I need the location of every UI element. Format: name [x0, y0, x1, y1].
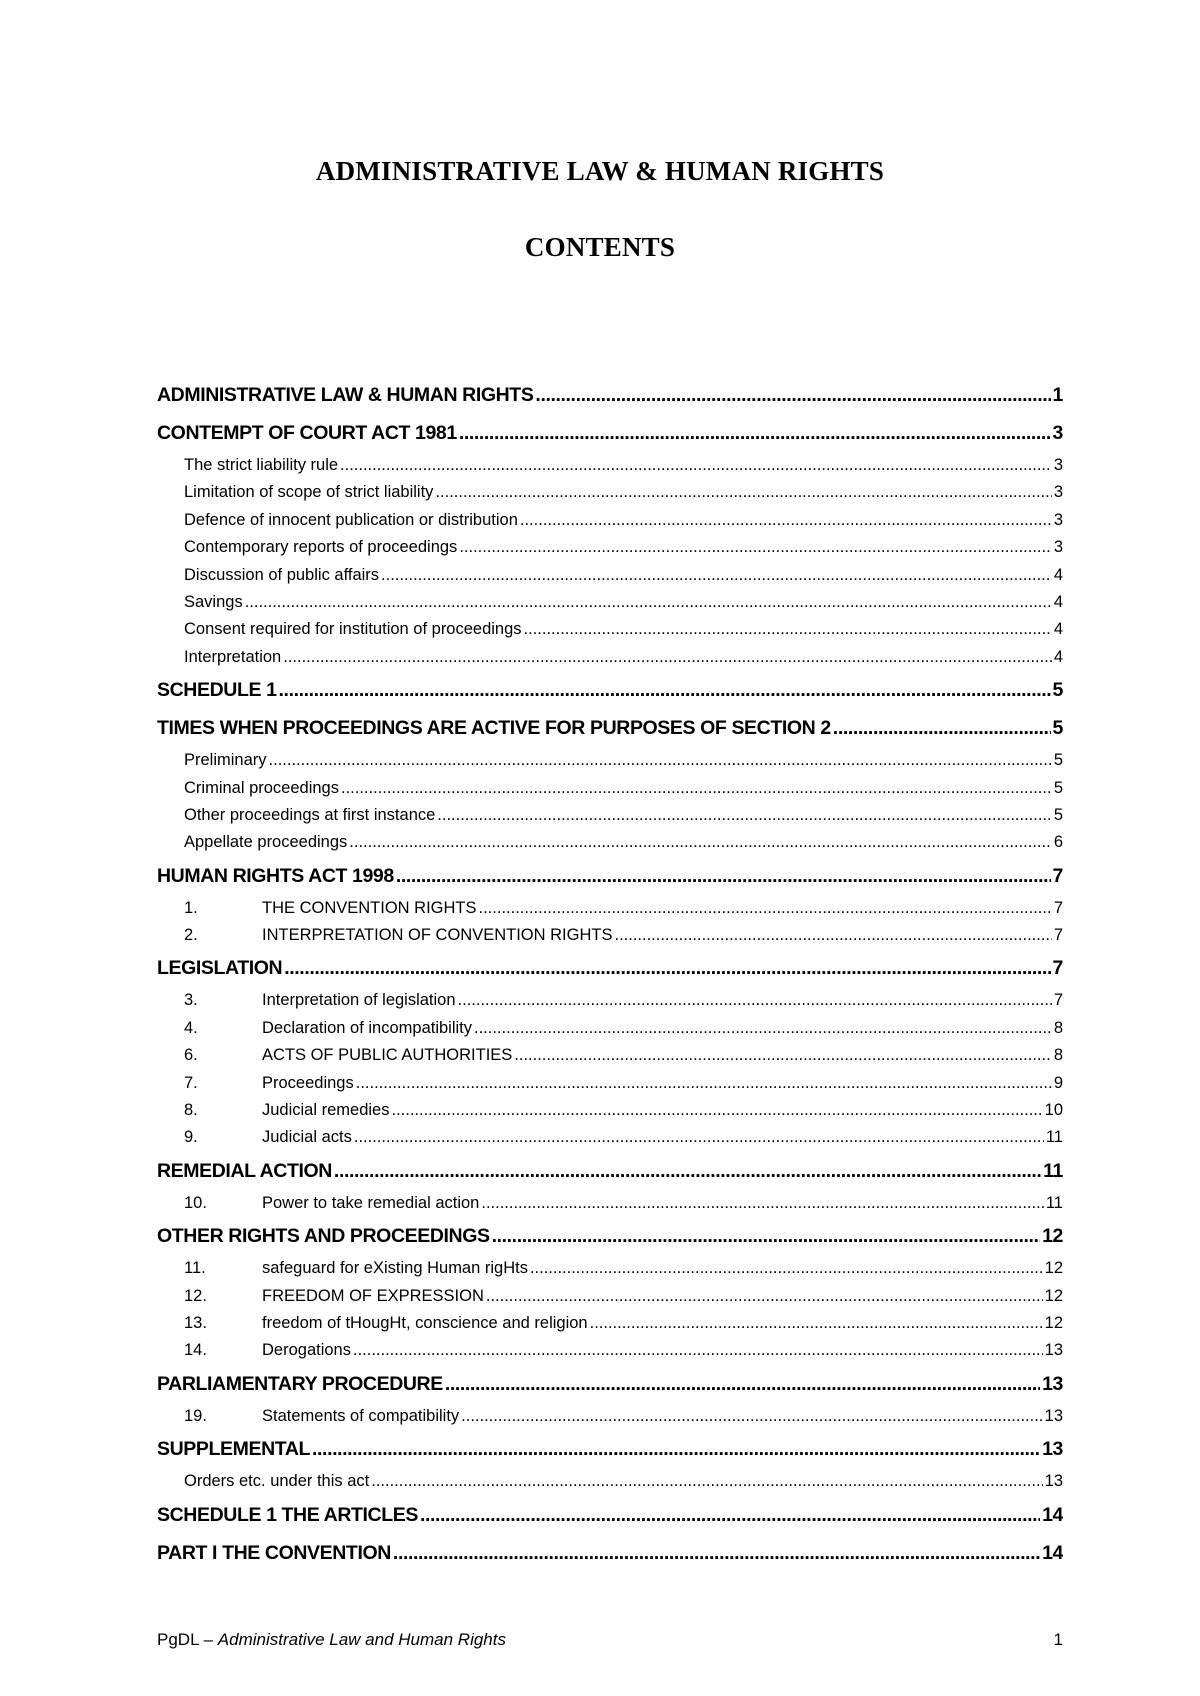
toc-entry-page: 4: [1053, 565, 1063, 584]
toc-entry[interactable]: [157, 644, 1063, 671]
toc-dot-leader: [458, 987, 1052, 1014]
toc-entry[interactable]: [157, 507, 1063, 534]
toc-dot-leader: [614, 922, 1051, 949]
toc-entry[interactable]: [157, 1124, 1063, 1151]
toc-entry[interactable]: [157, 857, 1063, 895]
toc-entry-page: 10: [1044, 1101, 1063, 1120]
toc-entry-title: Other proceedings at first instance: [184, 805, 436, 824]
toc-entry[interactable]: [157, 1217, 1063, 1255]
toc-entry-page: 5: [1052, 717, 1063, 740]
toc-entry-page: 4: [1053, 620, 1063, 639]
toc-entry[interactable]: [157, 747, 1063, 774]
toc-entry-title: Interpretation: [184, 647, 282, 666]
toc-entry-title: REMEDIAL ACTION: [157, 1159, 332, 1182]
toc-dot-leader: [353, 1337, 1043, 1364]
toc-entry[interactable]: [157, 1042, 1063, 1069]
toc-entry-page: 1: [1052, 384, 1063, 406]
toc-entry[interactable]: [157, 949, 1063, 987]
toc-dot-leader: [381, 562, 1052, 589]
document-title: ADMINISTRATIVE LAW & HUMAN RIGHTS: [315, 156, 885, 186]
toc-entry[interactable]: [157, 414, 1063, 452]
toc-entry-title: Discussion of public affairs: [184, 565, 380, 584]
toc-dot-leader: [437, 802, 1052, 829]
toc-dot-leader: [535, 376, 1050, 414]
toc-entry-number: 6.: [184, 1046, 198, 1065]
toc-dot-leader: [520, 507, 1052, 534]
toc-dot-leader: [459, 534, 1052, 561]
toc-entry-number: 19.: [184, 1406, 207, 1425]
toc-entry-page: 11: [1045, 1193, 1063, 1212]
toc-entry-page: 5: [1053, 751, 1063, 770]
toc-dot-leader: [371, 1468, 1042, 1495]
toc-entry[interactable]: [157, 671, 1063, 709]
toc-entry[interactable]: [157, 895, 1063, 922]
toc-dot-leader: [334, 1152, 1041, 1190]
toc-entry[interactable]: [157, 775, 1063, 802]
toc-entry-number: 9.: [184, 1128, 198, 1147]
toc-entry-page: 7: [1053, 898, 1063, 917]
toc-entry-page: 7: [1052, 864, 1063, 887]
toc-entry-page: 7: [1053, 991, 1063, 1010]
toc-entry-title: Preliminary: [184, 751, 267, 770]
toc-entry[interactable]: [157, 1534, 1063, 1572]
toc-entry-title: THE CONVENTION RIGHTS: [262, 898, 477, 917]
toc-entry-title: Defence of innocent publication or distribution: [184, 510, 518, 529]
toc-entry[interactable]: [157, 709, 1063, 747]
toc-entry[interactable]: [157, 829, 1063, 856]
toc-entry[interactable]: [157, 922, 1063, 949]
toc-dot-leader: [486, 1283, 1043, 1310]
toc-entry-page: 13: [1044, 1472, 1063, 1491]
toc-entry[interactable]: [157, 802, 1063, 829]
toc-entry-page: 3: [1053, 538, 1063, 557]
footer-prefix: PgDL –: [157, 1630, 218, 1649]
toc-dot-leader: [283, 644, 1052, 671]
toc-dot-leader: [284, 949, 1050, 987]
toc-entry-page: 12: [1044, 1313, 1063, 1332]
toc-entry-page: 4: [1053, 592, 1063, 611]
toc-entry[interactable]: [157, 616, 1063, 643]
toc-entry-page: 9: [1053, 1073, 1063, 1092]
toc-entry-page: 5: [1053, 778, 1063, 797]
toc-entry-title: The strict liability rule: [184, 456, 339, 474]
contents-heading: CONTENTS: [524, 232, 676, 262]
toc-entry[interactable]: [157, 562, 1063, 589]
toc-entry-title: FREEDOM OF EXPRESSION: [262, 1286, 484, 1305]
toc-entry-title: ACTS OF PUBLIC AUTHORITIES: [262, 1046, 513, 1065]
page-footer: [157, 1630, 1063, 1650]
toc-entry[interactable]: [157, 987, 1063, 1014]
toc-entry-title: Statements of compatibility: [262, 1406, 460, 1425]
toc-entry-number: 2.: [184, 926, 198, 945]
toc-entry-title: SCHEDULE 1 THE ARTICLES: [157, 1503, 418, 1526]
toc-entry-title: OTHER RIGHTS AND PROCEEDINGS: [157, 1225, 490, 1248]
toc-entry-page: 12: [1044, 1286, 1063, 1305]
toc-entry-title: Judicial remedies: [262, 1101, 390, 1120]
toc-dot-leader: [530, 1255, 1043, 1282]
toc-entry-page: 13: [1042, 1372, 1063, 1395]
toc-entry-title: Orders etc. under this act: [184, 1472, 370, 1491]
toc-entry[interactable]: [157, 1152, 1063, 1190]
toc-dot-leader: [590, 1310, 1043, 1337]
toc-entry-page: 13: [1044, 1406, 1063, 1425]
table-of-contents: [157, 376, 1063, 1572]
toc-entry-page: 8: [1053, 1046, 1063, 1065]
toc-dot-leader: [481, 1190, 1043, 1217]
toc-dot-leader: [312, 1430, 1040, 1468]
toc-dot-leader: [445, 1365, 1040, 1403]
toc-entry-page: 4: [1053, 647, 1063, 666]
toc-dot-leader: [245, 589, 1052, 616]
toc-entry-title: ADMINISTRATIVE LAW & HUMAN RIGHTS: [157, 384, 534, 406]
toc-entry[interactable]: [157, 452, 1063, 479]
toc-entry-title: Proceedings: [262, 1073, 354, 1092]
toc-entry-page: 3: [1053, 510, 1063, 529]
toc-entry-page: 7: [1052, 957, 1063, 980]
toc-entry-title: CONTEMPT OF COURT ACT 1981: [157, 422, 457, 444]
toc-entry-title: Appellate proceedings: [184, 833, 348, 852]
toc-dot-leader: [524, 616, 1052, 643]
toc-entry-number: 14.: [184, 1341, 207, 1360]
toc-entry-number: 4.: [184, 1018, 198, 1037]
toc-entry[interactable]: [157, 1097, 1063, 1124]
toc-dot-leader: [833, 709, 1051, 747]
toc-entry-title: TIMES WHEN PROCEEDINGS ARE ACTIVE FOR PURPOSES OF SECTION 2: [157, 717, 831, 740]
toc-entry-title: SUPPLEMENTAL: [157, 1438, 311, 1461]
toc-dot-leader: [391, 1097, 1042, 1124]
footer-page-number: 1: [1053, 1630, 1063, 1649]
toc-entry-number: 13.: [184, 1313, 207, 1332]
toc-dot-leader: [349, 829, 1052, 856]
toc-entry[interactable]: [157, 479, 1063, 506]
toc-entry[interactable]: [157, 1430, 1063, 1468]
toc-entry-page: 3: [1053, 456, 1063, 474]
toc-dot-leader: [356, 1070, 1052, 1097]
toc-entry-page: 11: [1043, 1159, 1063, 1182]
toc-entry-number: 3.: [184, 991, 198, 1010]
toc-entry-number: 11.: [184, 1259, 206, 1278]
toc-entry[interactable]: [157, 1283, 1063, 1310]
toc-dot-leader: [492, 1217, 1041, 1255]
toc-dot-leader: [474, 1015, 1052, 1042]
toc-entry-number: 1.: [184, 898, 198, 917]
toc-entry-title: Contemporary reports of proceedings: [184, 538, 458, 557]
toc-entry[interactable]: [157, 1365, 1063, 1403]
toc-entry[interactable]: [157, 1255, 1063, 1282]
toc-entry-title: INTERPRETATION OF CONVENTION RIGHTS: [262, 926, 613, 945]
toc-entry-title: HUMAN RIGHTS ACT 1998: [157, 864, 394, 887]
toc-entry-title: SCHEDULE 1: [157, 679, 277, 702]
toc-entry[interactable]: [157, 1070, 1063, 1097]
toc-entry[interactable]: [157, 376, 1063, 414]
toc-entry[interactable]: [157, 1337, 1063, 1364]
toc-entry-page: 6: [1053, 833, 1063, 852]
toc-entry[interactable]: [157, 1496, 1063, 1534]
toc-entry-title: PARLIAMENTARY PROCEDURE: [157, 1372, 443, 1395]
toc-dot-leader: [420, 1496, 1040, 1534]
toc-dot-leader: [479, 895, 1052, 922]
toc-entry-title: freedom of tHougHt, conscience and religion: [262, 1313, 588, 1332]
toc-entry-title: LEGISLATION: [157, 957, 283, 980]
toc-entry[interactable]: [157, 1015, 1063, 1042]
toc-entry-page: 3: [1053, 483, 1063, 502]
toc-entry-page: 13: [1042, 1438, 1063, 1461]
toc-dot-leader: [461, 1403, 1042, 1430]
toc-entry-page: 3: [1052, 422, 1063, 444]
toc-dot-leader: [459, 414, 1051, 452]
toc-entry-page: 5: [1053, 805, 1063, 824]
toc-entry-title: Criminal proceedings: [184, 778, 339, 797]
toc-entry-title: Judicial acts: [262, 1128, 352, 1147]
toc-entry-title: PART I THE CONVENTION: [157, 1541, 391, 1564]
toc-entry-page: 14: [1042, 1503, 1063, 1526]
toc-entry-number: 10.: [184, 1193, 207, 1212]
toc-dot-leader: [279, 671, 1051, 709]
toc-dot-leader: [514, 1042, 1052, 1069]
toc-entry-title: Consent required for institution of proceedings: [184, 620, 522, 639]
toc-entry-page: 13: [1044, 1341, 1063, 1360]
toc-entry-title: Derogations: [262, 1341, 351, 1360]
toc-entry-title: Power to take remedial action: [262, 1193, 480, 1212]
toc-entry-page: 14: [1042, 1541, 1063, 1564]
toc-dot-leader: [341, 775, 1052, 802]
toc-entry[interactable]: [157, 1190, 1063, 1217]
toc-entry-title: safeguard for eXisting Human rigHts: [262, 1259, 528, 1278]
footer-course: Administrative Law and Human Rights: [217, 1630, 506, 1649]
toc-entry-page: 5: [1052, 679, 1063, 702]
toc-entry-page: 7: [1053, 926, 1063, 945]
toc-dot-leader: [354, 1124, 1044, 1151]
toc-entry-title: Limitation of scope of strict liability: [184, 483, 434, 502]
toc-entry-number: 12.: [184, 1286, 207, 1305]
footer-course-title: [157, 1630, 506, 1650]
toc-entry-title: Savings: [184, 592, 243, 611]
toc-entry-page: 11: [1045, 1128, 1063, 1147]
toc-entry[interactable]: [157, 589, 1063, 616]
toc-dot-leader: [340, 452, 1052, 479]
toc-entry-page: 8: [1053, 1018, 1063, 1037]
toc-dot-leader: [435, 479, 1051, 506]
toc-dot-leader: [396, 857, 1051, 895]
toc-entry-page: 12: [1042, 1225, 1063, 1248]
toc-entry-number: 7.: [184, 1073, 198, 1092]
toc-entry-title: Interpretation of legislation: [262, 991, 456, 1010]
toc-dot-leader: [393, 1534, 1040, 1572]
toc-entry[interactable]: [157, 1403, 1063, 1430]
toc-entry[interactable]: [157, 1468, 1063, 1495]
toc-entry-title: Declaration of incompatibility: [262, 1018, 473, 1037]
toc-dot-leader: [269, 747, 1052, 774]
toc-entry[interactable]: [157, 1310, 1063, 1337]
toc-entry-number: 8.: [184, 1101, 198, 1120]
toc-entry[interactable]: [157, 534, 1063, 561]
toc-entry-page: 12: [1044, 1259, 1063, 1278]
